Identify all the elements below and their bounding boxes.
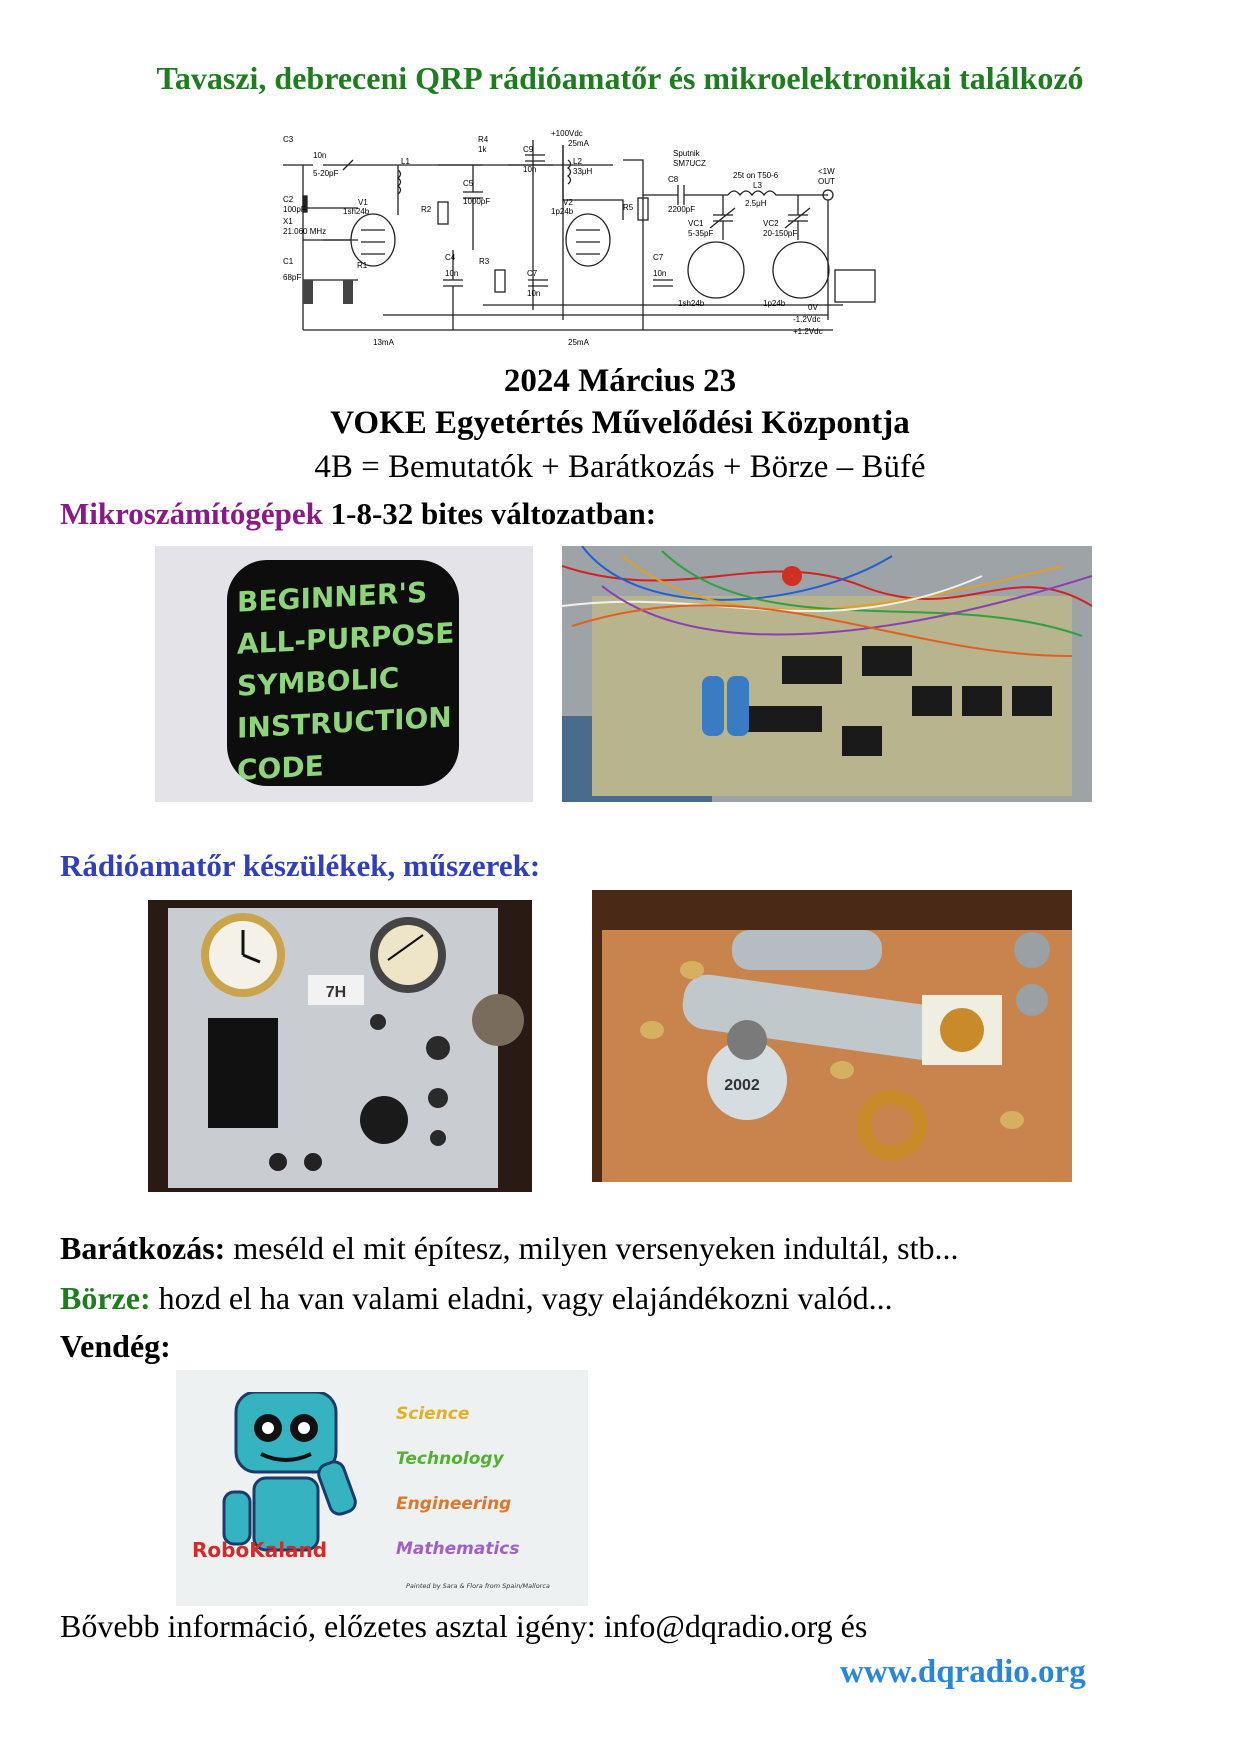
friendship-line <box>60 1230 958 1267</box>
svg-text:-1.2Vdc: -1.2Vdc <box>793 315 821 324</box>
svg-text:R1: R1 <box>357 261 368 270</box>
market-text: hozd el ha van valami eladni, vagy elajándékozni valód... <box>150 1280 893 1316</box>
svg-text:21.060 MHz: 21.060 MHz <box>283 227 327 236</box>
svg-text:+100Vdc: +100Vdc <box>551 130 583 138</box>
svg-text:1p24b: 1p24b <box>551 207 574 216</box>
section-radio-heading: Rádióamatőr készülékek, műszerek: <box>60 848 541 883</box>
svg-text:C5: C5 <box>463 179 474 188</box>
basic-tv-image <box>155 546 533 802</box>
svg-text:2002: 2002 <box>724 1077 760 1094</box>
svg-text:+1.2Vdc: +1.2Vdc <box>793 327 823 336</box>
basic-line-2: ALL-PURPOSE <box>237 616 455 661</box>
svg-text:25t on T50-6: 25t on T50-6 <box>733 171 779 180</box>
svg-text:X1: X1 <box>283 217 293 226</box>
svg-text:7H: 7H <box>325 984 347 1001</box>
page-title: Tavaszi, debreceni QRP rádióamatőr és mikroelektronikai találkozó <box>156 60 1084 96</box>
svg-text:5-35pF: 5-35pF <box>688 229 714 238</box>
svg-text:L3: L3 <box>753 181 762 190</box>
market-line <box>60 1280 893 1317</box>
svg-text:R3: R3 <box>479 257 490 266</box>
svg-text:OUT: OUT <box>818 177 835 186</box>
svg-text:25mA: 25mA <box>568 139 589 148</box>
svg-text:Sputnik: Sputnik <box>673 149 700 158</box>
svg-text:0V: 0V <box>808 303 818 312</box>
robokaland-name: RoboKaland <box>192 1538 328 1562</box>
svg-text:10n: 10n <box>445 269 459 278</box>
svg-text:C3: C3 <box>283 135 294 144</box>
svg-text:C7: C7 <box>527 269 538 278</box>
svg-text:VC1: VC1 <box>688 219 704 228</box>
svg-text:13mA: 13mA <box>373 338 394 347</box>
section-microcomputers-heading <box>60 496 656 532</box>
contact-info: Bővebb információ, előzetes asztal igény: info@dqradio.org és <box>60 1608 868 1644</box>
svg-text:L2: L2 <box>573 157 582 166</box>
svg-text:25mA: 25mA <box>568 338 589 347</box>
basic-line-1: BEGINNER'S <box>237 575 428 619</box>
website-link[interactable]: www.dqradio.org <box>840 1654 1086 1690</box>
svg-text:R4: R4 <box>478 135 489 144</box>
svg-text:68pF: 68pF <box>283 273 302 282</box>
stem-engineering: Engineering <box>396 1494 512 1514</box>
robokaland-credit: Painted by Sara & Flora from Spain/Mallorca <box>406 1582 550 1590</box>
svg-text:100pF: 100pF <box>283 205 306 214</box>
market-label: Börze: <box>60 1280 151 1316</box>
svg-text:R2: R2 <box>421 205 432 214</box>
svg-text:V1: V1 <box>358 198 368 207</box>
robot-drawing <box>206 1392 386 1562</box>
svg-text:VC2: VC2 <box>763 219 779 228</box>
svg-text:C8: C8 <box>668 175 679 184</box>
svg-text:1k: 1k <box>478 145 487 154</box>
svg-text:L1: L1 <box>401 157 410 166</box>
svg-text:1p24b: 1p24b <box>763 299 786 308</box>
event-tagline: 4B = Bemutatók + Barátkozás + Börze – Büfé <box>314 449 926 485</box>
svg-text:10n: 10n <box>523 165 537 174</box>
svg-text:R5: R5 <box>623 203 634 212</box>
stem-mathematics: Mathematics <box>396 1539 520 1559</box>
svg-text:<1W: <1W <box>818 167 835 176</box>
guest-label: Vendég: <box>60 1328 171 1364</box>
friendship-label: Barátkozás: <box>60 1230 226 1266</box>
svg-text:C4: C4 <box>445 253 456 262</box>
svg-text:10n: 10n <box>653 269 667 278</box>
microcomputers-highlight: Mikroszámítógépek <box>60 496 323 531</box>
svg-text:20-150pF: 20-150pF <box>763 229 798 238</box>
event-date: 2024 Március 23 <box>503 363 737 399</box>
event-venue: VOKE Egyetértés Művelődési Központja <box>330 405 910 441</box>
radio-panel-photo <box>148 900 532 1192</box>
svg-text:33μH: 33μH <box>573 167 593 176</box>
robokaland-image <box>176 1370 588 1606</box>
svg-text:C2: C2 <box>283 195 294 204</box>
svg-text:10n: 10n <box>313 151 327 160</box>
svg-text:C7: C7 <box>653 253 664 262</box>
microcomputers-rest: 1-8-32 bites változatban: <box>322 496 657 531</box>
basic-line-3: SYMBOLIC <box>237 661 400 703</box>
svg-text:1sh24b: 1sh24b <box>678 299 705 308</box>
friendship-text: meséld el mit építesz, milyen versenyeken indultál, stb... <box>225 1230 959 1266</box>
transmitter-schematic <box>283 130 1003 355</box>
stem-technology: Technology <box>396 1449 504 1469</box>
svg-text:SM7UCZ: SM7UCZ <box>673 159 706 168</box>
stem-science: Science <box>396 1404 470 1424</box>
svg-text:C1: C1 <box>283 257 294 266</box>
basic-line-4: INSTRUCTION <box>237 700 452 745</box>
svg-text:V2: V2 <box>563 198 573 207</box>
svg-text:1000pF: 1000pF <box>463 197 491 206</box>
svg-text:5-20pF: 5-20pF <box>313 169 339 178</box>
tube-board-photo <box>592 890 1072 1182</box>
svg-text:2.5μH: 2.5μH <box>745 199 767 208</box>
circuit-board-photo <box>562 546 1092 802</box>
svg-text:10n: 10n <box>527 289 541 298</box>
svg-text:1sh24b: 1sh24b <box>343 207 370 216</box>
basic-line-5: CODE <box>237 749 324 787</box>
svg-text:C9: C9 <box>523 145 534 154</box>
svg-text:2200pF: 2200pF <box>668 205 696 214</box>
